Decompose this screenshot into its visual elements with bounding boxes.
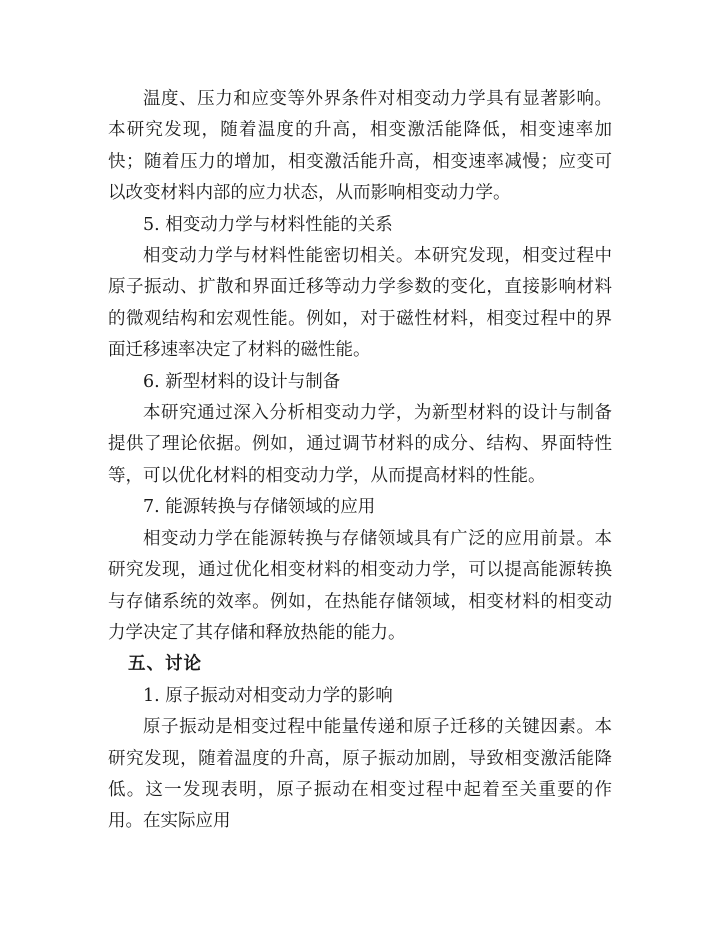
heading-kinetics-performance: 5. 相变动力学与材料性能的关系: [143, 214, 393, 235]
document-page: [108, 84, 612, 838]
heading-new-materials: 6. 新型材料的设计与制备: [143, 371, 341, 392]
paragraph-external-conditions: 温度、压力和应变等外界条件对相变动力学具有显著影响。本研究发现，随着温度的升高，相变激活能降低，相变速率加快；随着压力的增加，相变激活能升高，相变速率减慢；应变可以改变材料内部的应力状态，从而影响相变动力学。: [108, 89, 612, 204]
paragraph-new-materials: 本研究通过深入分析相变动力学，为新型材料的设计与制备提供了理论依据。例如，通过调节材料的成分、结构、界面特性等，可以优化材料的相变动力学，从而提高材料的性能。: [108, 403, 612, 486]
paragraph-energy-applications: 相变动力学在能源转换与存储领域具有广泛的应用前景。本研究发现，通过优化相变材料的相变动力学，可以提高能源转换与存储系统的效率。例如，在热能存储领域，相变材料的相变动力学决定了其存储和释放热能的能力。: [108, 528, 612, 643]
paragraph-atomic-vibration: 原子振动是相变过程中能量传递和原子迁移的关键因素。本研究发现，随着温度的升高，原子振动加剧，导致相变激活能降低。这一发现表明，原子振动在相变过程中起着至关重要的作用。在实际应用: [108, 717, 612, 832]
section-heading-discussion: 五、讨论: [128, 654, 202, 675]
heading-atomic-vibration: 1. 原子振动对相变动力学的影响: [143, 685, 393, 706]
heading-energy-applications: 7. 能源转换与存储领域的应用: [143, 497, 376, 518]
paragraph-kinetics-performance: 相变动力学与材料性能密切相关。本研究发现，相变过程中原子振动、扩散和界面迁移等动力学参数的变化，直接影响材料的微观结构和宏观性能。例如，对于磁性材料，相变过程中的界面迁移速率决定了材料的磁性能。: [108, 246, 612, 361]
